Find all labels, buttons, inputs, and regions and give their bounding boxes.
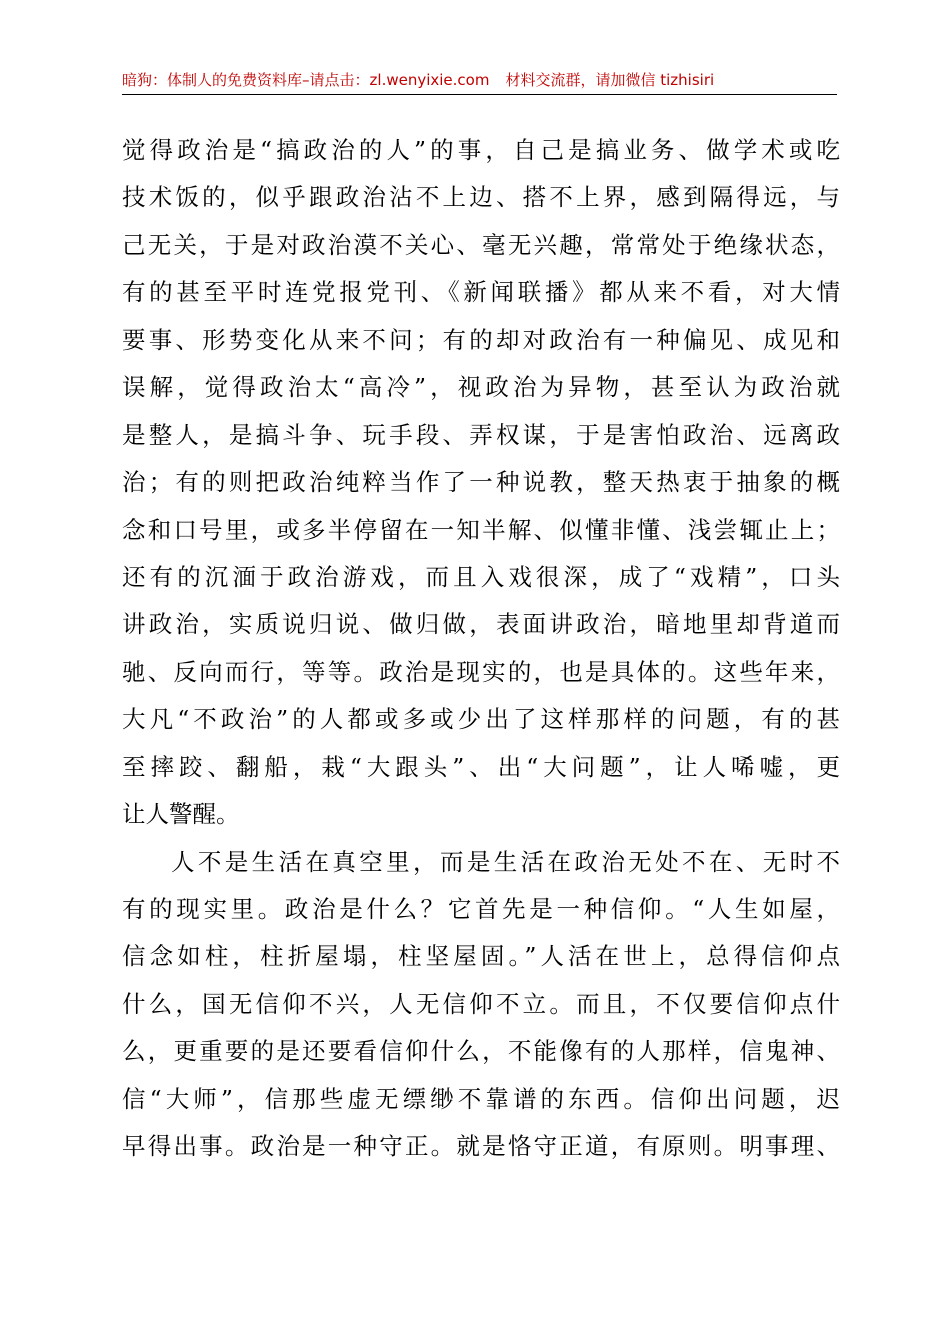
header-click-prefix: –请点击： (302, 71, 370, 89)
text-line: 己无关，于是对政治漠不关心、毫无兴趣，常常处于绝缘状态， (122, 230, 840, 259)
paragraph-start-line: 人不是生活在真空里，而是生活在政治无处不在、无时不 (171, 847, 840, 876)
text-line: 是整人，是搞斗争、玩手段、弄权谋，于是害怕政治、远离政 (122, 420, 840, 449)
text-line: 有的甚至平时连党报党刊、《新闻联播》都从来不看，对大情 (122, 278, 840, 307)
text-line: 讲政治，实质说归说、做归做，表面讲政治，暗地里却背道而 (122, 610, 840, 639)
text-line: 大凡“不政治”的人都或多或少出了这样那样的问题，有的甚 (122, 705, 840, 734)
page-header (122, 70, 837, 95)
text-line: 念和口号里，或多半停留在一知半解、似懂非懂、浅尝辄止上； (122, 515, 840, 544)
text-line: 误解，觉得政治太“高冷”，视政治为异物，甚至认为政治就 (122, 373, 840, 402)
text-line: 有的现实里。政治是什么？它首先是一种信仰。“人生如屋， (122, 895, 840, 923)
text-line: 技术饭的，似乎跟政治沾不上边、搭不上界，感到隔得远，与 (122, 183, 840, 212)
text-line: 要事、形势变化从来不问；有的却对政治有一种偏见、成见和 (122, 325, 840, 354)
text-line: 什么，国无信仰不兴，人无信仰不立。而且，不仅要信仰点什 (122, 989, 840, 1018)
text-line: 么，更重要的是还要看信仰什么，不能像有的人那样，信鬼神、 (122, 1037, 840, 1066)
text-line: 还有的沉湎于政治游戏，而且入戏很深，成了“戏精”，口头 (122, 562, 840, 591)
text-line: 觉得政治是“搞政治的人”的事，自己是搞业务、做学术或吃 (122, 136, 840, 164)
text-line: 至摔跤、翻船，栽“大跟头”、出“大问题”，让人唏嘘，更 (122, 752, 840, 781)
text-line: 让人警醒。 (122, 800, 240, 829)
text-line: 驰、反向而行，等等。政治是现实的，也是具体的。这些年来， (122, 657, 840, 686)
text-line: 治；有的则把政治纯粹当作了一种说教，整天热衷于抽象的概 (122, 468, 840, 497)
text-line: 信“大师”，信那些虚无缥缈不靠谱的东西。信仰出问题，迟 (122, 1084, 840, 1113)
header-contact: 材料交流群，请加微信 tizhisiri (505, 71, 715, 89)
document-body (122, 127, 840, 1171)
text-line: 信念如柱，柱折屋塌，柱坚屋固。”人活在世上，总得信仰点 (122, 942, 840, 971)
header-url-link[interactable]: zl.wenyixie.com (369, 71, 490, 89)
text-line: 早得出事。政治是一种守正。就是恪守正道，有原则。明事理、 (122, 1132, 840, 1161)
header-brand: 暗狗：体制人的免费资料库 (122, 71, 303, 89)
